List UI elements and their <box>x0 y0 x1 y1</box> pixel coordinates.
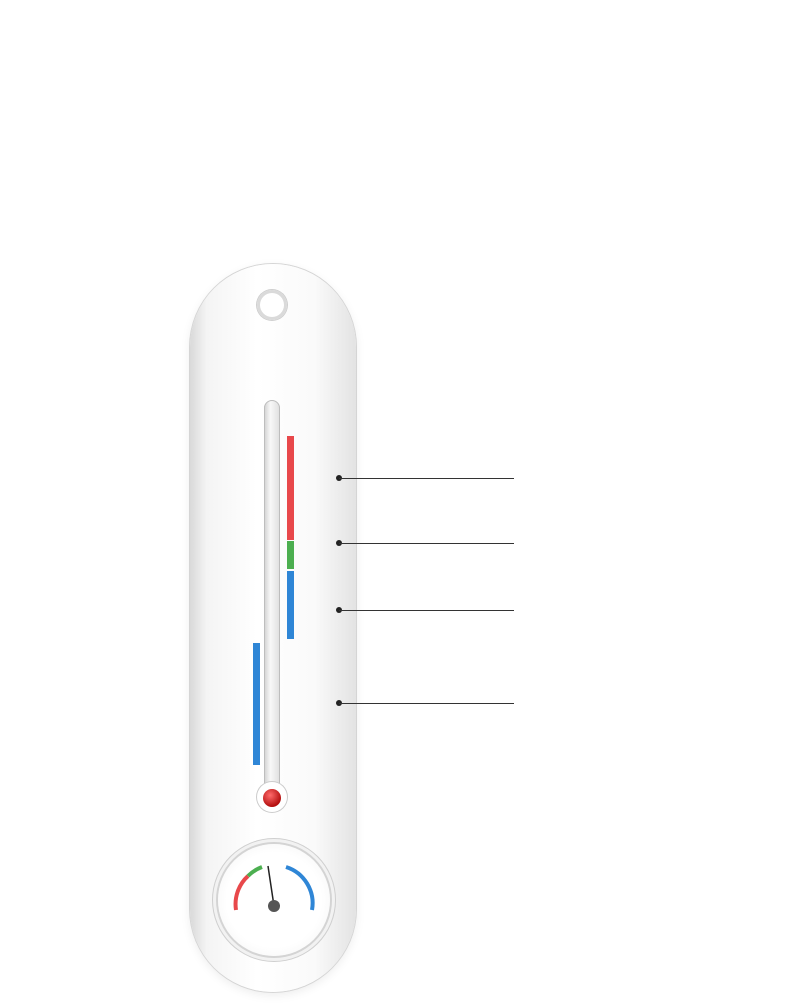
callout-line-cold <box>339 703 514 704</box>
hygrometer-needle <box>268 866 274 906</box>
callout-line-cool <box>339 610 514 611</box>
callout-line-comfort <box>339 543 514 544</box>
callout-line-hot <box>339 478 514 479</box>
